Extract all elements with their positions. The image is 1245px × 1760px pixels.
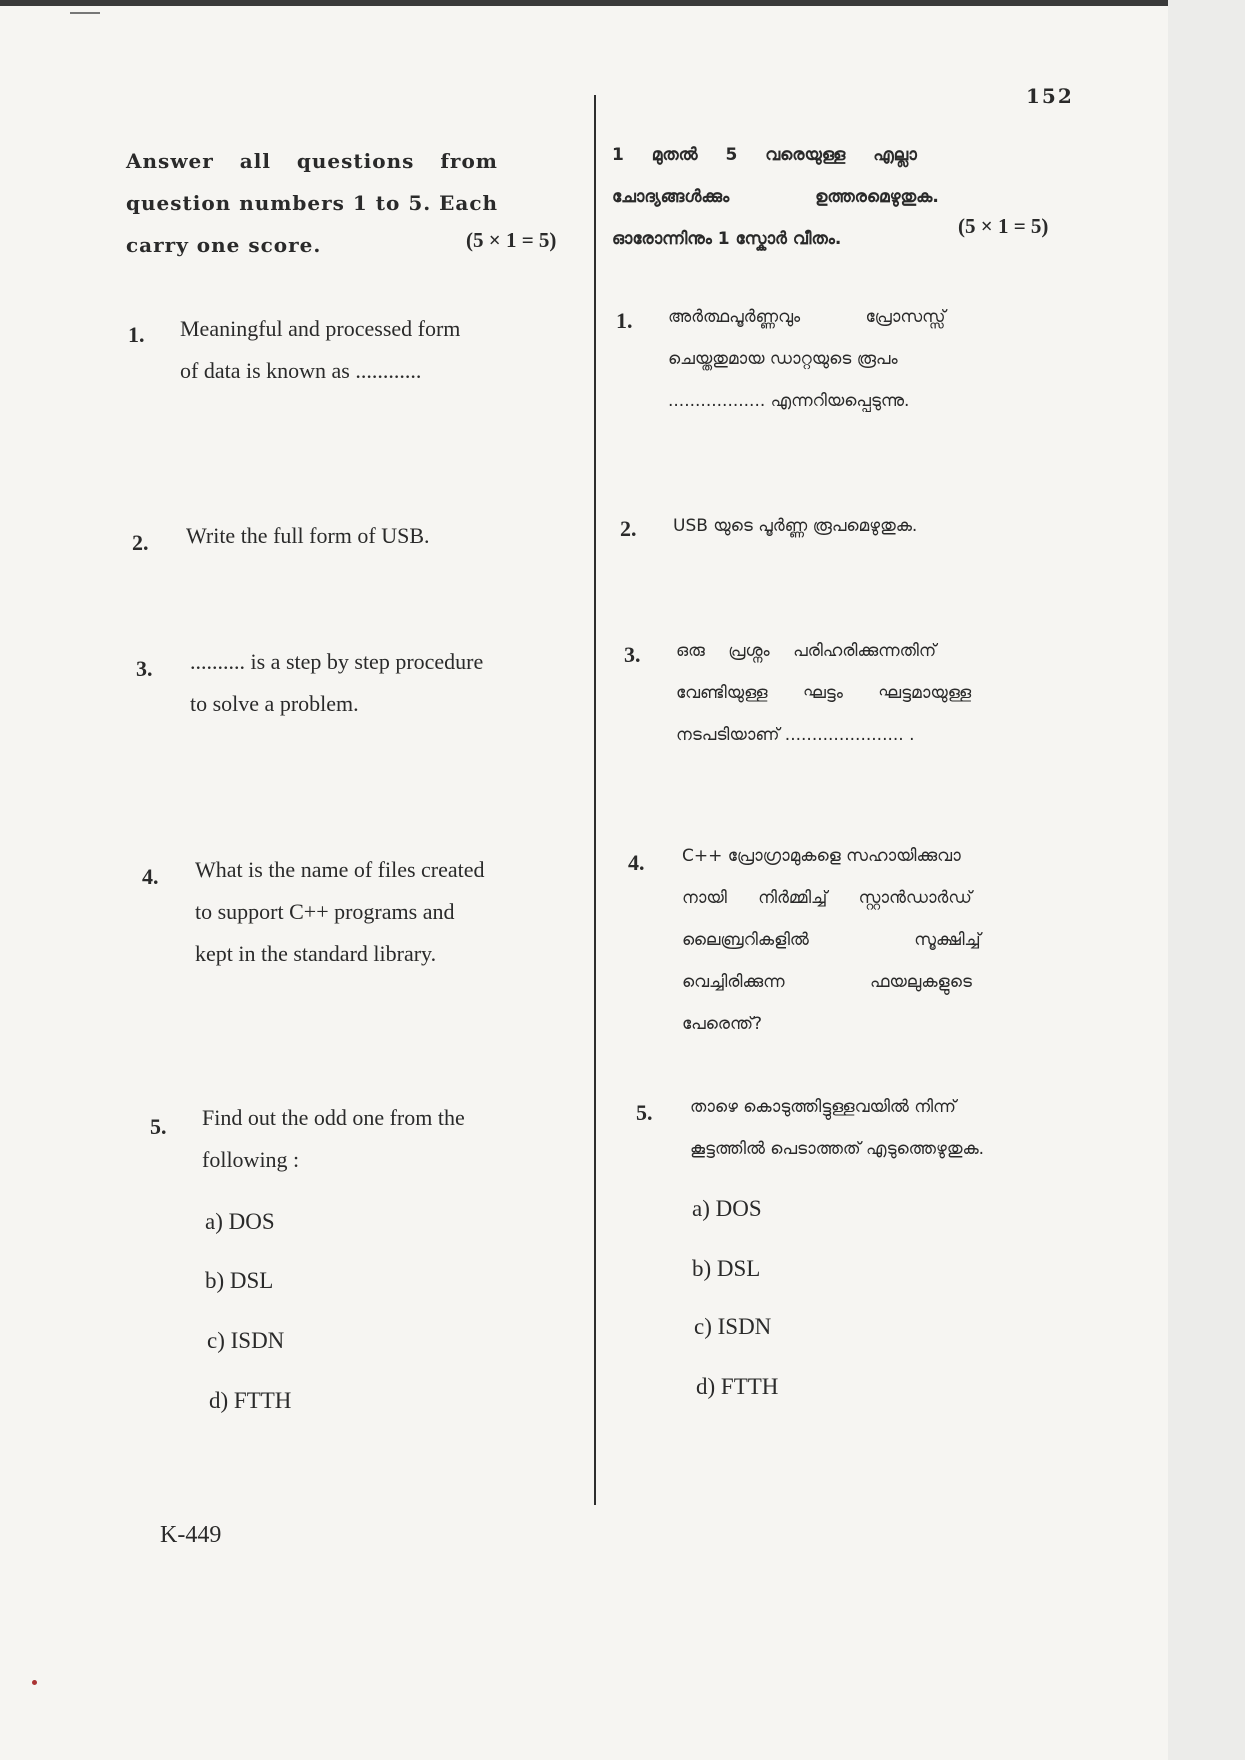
question-number: 4. bbox=[628, 850, 645, 875]
question-text-line: to support C++ programs and bbox=[195, 899, 455, 924]
question-text-line: ചെയ്തതുമായ ഡാറ്റയുടെ രൂപം bbox=[668, 349, 898, 369]
question-number: 2. bbox=[620, 516, 637, 541]
question-text-line: Write the full form of USB. bbox=[186, 523, 430, 548]
option-d-ml: d) FTTH bbox=[696, 1374, 779, 1399]
instructions-en bbox=[126, 140, 498, 266]
question-number: 4. bbox=[142, 864, 159, 889]
instructions-en-line: Answer all questions from bbox=[126, 149, 498, 173]
question-2-en bbox=[186, 515, 430, 557]
option-c-ml: c) ISDN bbox=[694, 1314, 772, 1339]
instructions-en-line: question numbers 1 to 5. Each bbox=[126, 191, 499, 215]
page-number: 152 bbox=[1026, 84, 1074, 108]
question-number: 5. bbox=[636, 1100, 653, 1125]
question-text-line: .......... is a step by step procedure bbox=[190, 649, 484, 674]
question-number: 1. bbox=[128, 322, 145, 347]
question-text-line: വെച്ചിരിക്കുന്ന ഫയലുകളുടെ bbox=[682, 972, 972, 992]
question-text-line: അർത്ഥപൂർണ്ണവും പ്രോസസ്സ് bbox=[668, 307, 946, 327]
page-edge bbox=[1168, 0, 1245, 1760]
question-text-line: kept in the standard library. bbox=[195, 941, 437, 966]
question-1-ml bbox=[668, 296, 945, 422]
question-4-en bbox=[195, 849, 485, 975]
question-text-line: USB യുടെ പൂർണ്ണ രൂപമെഴുതുക. bbox=[673, 516, 918, 536]
option-b-ml: b) DSL bbox=[692, 1256, 761, 1281]
question-5-ml bbox=[690, 1086, 984, 1170]
paper-code: K-449 bbox=[160, 1522, 222, 1548]
question-5-en bbox=[202, 1097, 465, 1181]
question-number: 3. bbox=[624, 642, 641, 667]
option-a-en: a) DOS bbox=[205, 1209, 275, 1234]
instructions-ml bbox=[612, 134, 939, 260]
question-1-en bbox=[180, 308, 460, 392]
question-text-line: Find out the odd one from the bbox=[202, 1105, 465, 1130]
question-3-en bbox=[190, 641, 483, 725]
scan-speck bbox=[32, 1680, 37, 1685]
question-text-line: താഴെ കൊടുത്തിട്ടുള്ളവയിൽ നിന്ന് bbox=[690, 1097, 957, 1117]
question-3-ml bbox=[676, 630, 971, 756]
instructions-ml-line: ഓരോന്നിനും 1 സ്കോർ വീതം. bbox=[612, 229, 842, 249]
question-number: 5. bbox=[150, 1114, 167, 1139]
instructions-en-line: carry one score. bbox=[126, 233, 322, 257]
question-number: 3. bbox=[136, 656, 153, 681]
question-text-line: What is the name of files created bbox=[195, 857, 485, 882]
question-text-line: നായി നിർമ്മിച്ച് സ്റ്റാൻഡാർഡ് bbox=[682, 888, 972, 908]
instructions-ml-line: ചോദ്യങ്ങൾക്കും ഉത്തരമെഴുതുക. bbox=[612, 187, 939, 207]
option-d-en: d) FTTH bbox=[209, 1388, 292, 1413]
question-text-line: പേരെന്ത്? bbox=[682, 1014, 763, 1034]
question-text-line: ലൈബ്രറികളിൽ സൂക്ഷിച്ച് bbox=[682, 930, 981, 950]
question-2-ml bbox=[673, 505, 917, 547]
question-text-line: Meaningful and processed form bbox=[180, 316, 461, 341]
question-number: 2. bbox=[132, 530, 149, 555]
question-text-line: കൂട്ടത്തിൽ പെടാത്തത് എടുത്തെഴുതുക. bbox=[690, 1139, 985, 1159]
scan-mark bbox=[70, 12, 100, 14]
option-c-en: c) ISDN bbox=[207, 1328, 285, 1353]
instructions-ml-score: (5 × 1 = 5) bbox=[958, 214, 1049, 238]
question-text-line: നടപടിയാണ് ...................... . bbox=[676, 725, 915, 745]
column-divider bbox=[594, 95, 596, 1505]
instructions-ml-line: 1 മുതൽ 5 വരെയുള്ള എല്ലാ bbox=[612, 145, 917, 165]
instructions-en-score: (5 × 1 = 5) bbox=[466, 228, 557, 252]
question-text-line: C++ പ്രോഗ്രാമുകളെ സഹായിക്കുവാ bbox=[682, 846, 961, 866]
question-text-line: to solve a problem. bbox=[190, 691, 359, 716]
question-text-line: following : bbox=[202, 1147, 300, 1172]
question-text-line: ഒരു പ്രശ്നം പരിഹരിക്കുന്നതിന് bbox=[676, 641, 937, 661]
question-text-line: of data is known as ............ bbox=[180, 358, 422, 383]
question-number: 1. bbox=[616, 308, 633, 333]
question-text-line: .................. എന്നറിയപ്പെടുന്നു. bbox=[668, 391, 910, 411]
option-b-en: b) DSL bbox=[205, 1268, 274, 1293]
question-text-line: വേണ്ടിയുള്ള ഘട്ടം ഘട്ടമായുള്ള bbox=[676, 683, 972, 703]
top-edge-shadow bbox=[0, 0, 1245, 6]
question-4-ml bbox=[682, 835, 981, 1045]
option-a-ml: a) DOS bbox=[692, 1196, 762, 1221]
